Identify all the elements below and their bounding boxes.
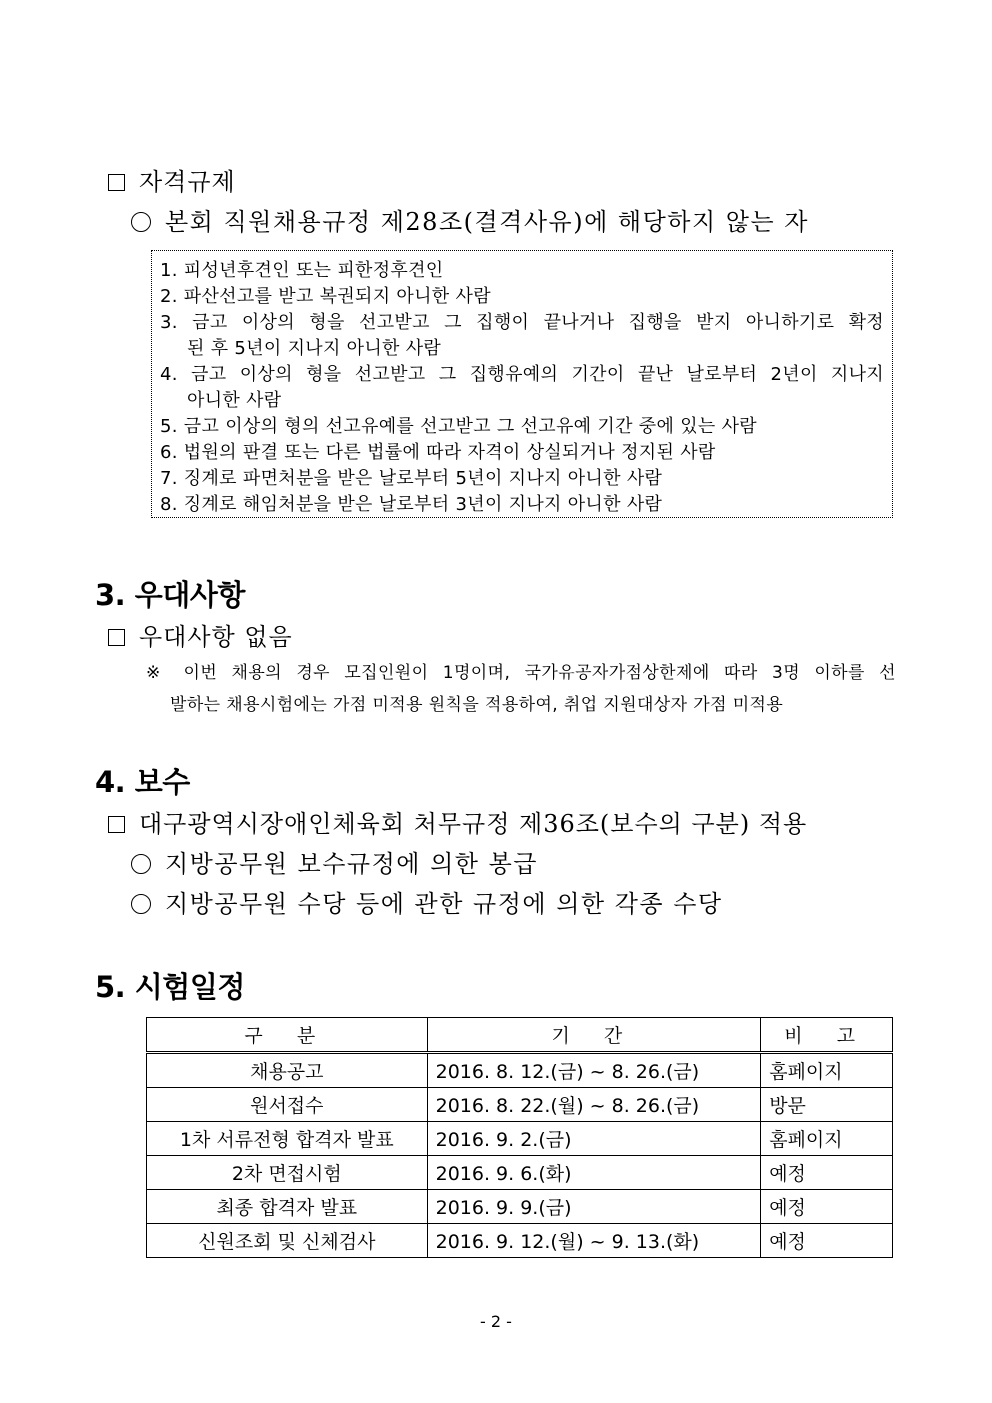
table-row [147, 1224, 893, 1258]
cell-note: 예정 [761, 1156, 893, 1190]
cell-note: 홈페이지 [761, 1122, 893, 1156]
table-row [147, 1088, 893, 1122]
section3-note-line2: 발하는 채용시험에는 가점 미적용 원칙을 적용하여, 취업 지원대상자 가점 미적용 [170, 695, 784, 715]
cell-period: 2016. 8. 12.(금) ~ 8. 26.(금) [427, 1053, 761, 1088]
rule-item: 2. 파산선고를 받고 복권되지 아니한 사람 [160, 286, 491, 307]
cell-note: 예정 [761, 1190, 893, 1224]
square-bullet-icon [108, 629, 125, 646]
cell-note: 홈페이지 [761, 1053, 893, 1088]
cell-note: 방문 [761, 1088, 893, 1122]
table-row [147, 1190, 893, 1224]
circle-bullet-icon [131, 894, 151, 914]
section3-title: 3. 우대사항 [95, 578, 245, 612]
cell-category: 2차 면접시험 [147, 1156, 428, 1190]
cell-category: 1차 서류전형 합격자 발표 [147, 1122, 428, 1156]
cell-category: 신원조회 및 신체검사 [147, 1224, 428, 1258]
exam-schedule-table [146, 1017, 893, 1258]
rule-item-continuation: 된 후 5년이 지나지 아니한 사람 [187, 338, 442, 359]
rule-item: 1. 피성년후견인 또는 피한정후견인 [160, 260, 444, 281]
section3-note-line1: ※ 이번 채용의 경우 모집인원이 1명이며, 국가유공자가점상한제에 따라 3명 이하를 선 [146, 663, 896, 683]
rule-item: 5. 금고 이상의 형의 선고유예를 선고받고 그 선고유예 기간 중에 있는 사람 [160, 416, 757, 437]
cell-note: 예정 [761, 1224, 893, 1258]
cell-period: 2016. 8. 22.(월) ~ 8. 26.(금) [427, 1088, 761, 1122]
table-row [147, 1156, 893, 1190]
qualification-sub-item: 본회 직원채용규정 제28조(결격사유)에 해당하지 않는 자 [131, 202, 809, 237]
rule-item: 7. 징계로 파면처분을 받은 날로부터 5년이 지나지 아니한 사람 [160, 468, 663, 489]
circle-bullet-icon [131, 854, 151, 874]
table-header-row [147, 1018, 893, 1053]
section4-title: 4. 보수 [95, 765, 190, 799]
cell-category: 최종 합격자 발표 [147, 1190, 428, 1224]
cell-category: 채용공고 [147, 1053, 428, 1088]
header-note: 비 고 [761, 1018, 893, 1053]
rule-item: 3. 금고 이상의 형을 선고받고 그 집행이 끝나거나 집행을 받지 아니하기로 확정 [160, 312, 884, 333]
section4-item: 대구광역시장애인체육회 처무규정 제36조(보수의 구분) 적용 [108, 804, 807, 839]
section5-title: 5. 시험일정 [95, 970, 245, 1004]
disqualification-rules-box [151, 250, 893, 518]
table-row [147, 1053, 893, 1088]
rule-item: 4. 금고 이상의 형을 선고받고 그 집행유예의 기간이 끝난 날로부터 2년이 지나지 [160, 364, 884, 385]
circle-bullet-icon [131, 212, 151, 232]
header-period: 기 간 [427, 1018, 761, 1053]
cell-category: 원서접수 [147, 1088, 428, 1122]
page-number: - 2 - [480, 1312, 512, 1331]
cell-period: 2016. 9. 12.(월) ~ 9. 13.(화) [427, 1224, 761, 1258]
cell-period: 2016. 9. 9.(금) [427, 1190, 761, 1224]
section4-sub-item: 지방공무원 수당 등에 관한 규정에 의한 각종 수당 [131, 884, 723, 919]
rule-item-continuation: 아니한 사람 [187, 390, 282, 411]
section3-item: 우대사항 없음 [108, 617, 293, 652]
rule-item: 6. 법원의 판결 또는 다른 법률에 따라 자격이 상실되거나 정지된 사람 [160, 442, 716, 463]
square-bullet-icon [108, 816, 125, 833]
qualification-heading: 자격규제 [108, 162, 236, 197]
table-row [147, 1122, 893, 1156]
square-bullet-icon [108, 174, 125, 191]
cell-period: 2016. 9. 2.(금) [427, 1122, 761, 1156]
header-category: 구 분 [147, 1018, 428, 1053]
cell-period: 2016. 9. 6.(화) [427, 1156, 761, 1190]
rule-item: 8. 징계로 해임처분을 받은 날로부터 3년이 지나지 아니한 사람 [160, 494, 663, 515]
section4-sub-item: 지방공무원 보수규정에 의한 봉급 [131, 844, 538, 879]
